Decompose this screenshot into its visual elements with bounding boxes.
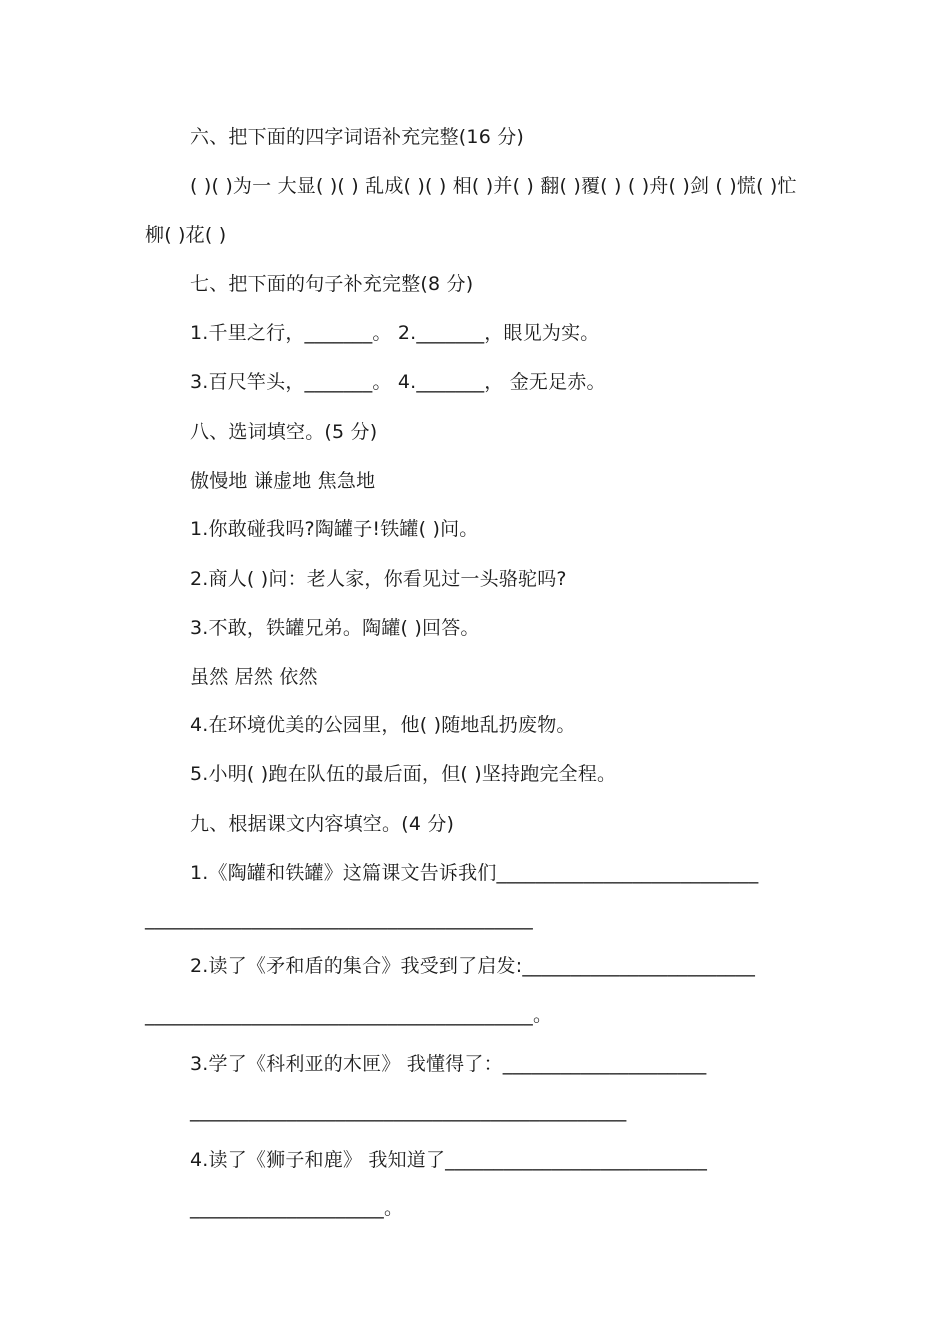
section-8-question-3: 3.不敢，铁罐兄弟。陶罐( )回答。 [190,617,480,639]
section-9-question-3-line-1: 3.学了《科利亚的木匣》 我懂得了：_____________________ [190,1053,707,1075]
section-8-word-bank-1: 傲慢地 谦虚地 焦急地 [190,470,376,492]
section-8-heading: 八、选词填空。(5 分) [190,421,378,443]
section-9-question-2-line-1: 2.读了《矛和盾的集合》我受到了启发:________________________ [190,955,756,977]
section-6-line-2: 柳( )花( ) [145,224,227,246]
section-9-question-4-line-2: ____________________。 [190,1197,404,1219]
section-9-question-3-line-2: _____________________________________________ [190,1100,627,1122]
section-9-question-1-line-1: 1.《陶罐和铁罐》这篇课文告诉我们___________________________ [190,862,759,884]
section-8-question-5: 5.小明( )跑在队伍的最后面，但( )坚持跑完全程。 [190,763,617,785]
section-8-question-4: 4.在环境优美的公园里，他( )随地乱扔废物。 [190,714,576,736]
section-9-question-4-line-1: 4.读了《狮子和鹿》 我知道了___________________________ [190,1149,708,1171]
section-8-question-2: 2.商人( )问：老人家，你看见过一头骆驼吗? [190,568,567,590]
section-8-question-1: 1.你敢碰我吗?陶罐子!铁罐( )问。 [190,518,479,540]
section-8-word-bank-2: 虽然 居然 依然 [190,666,318,688]
section-7-line-1: 1.千里之行，_______。 2._______，眼见为实。 [190,322,600,344]
section-9-question-1-line-2: ________________________________________ [145,908,533,930]
section-9-heading: 九、根据课文内容填空。(4 分) [190,813,455,835]
section-6-line-1: ( )( )为一 大显( )( ) 乱成( )( ) 相( )并( ) 翻( )覆( ) ( )舟( )剑 ( )慌( )忙 [190,175,797,197]
section-6-heading: 六、把下面的四字词语补充完整(16 分) [190,126,525,148]
section-7-heading: 七、把下面的句子补充完整(8 分) [190,273,474,295]
section-9-question-2-line-2: ________________________________________。 [145,1004,553,1026]
section-7-line-2: 3.百尺竿头，_______。 4._______， 金无足赤。 [190,371,606,393]
